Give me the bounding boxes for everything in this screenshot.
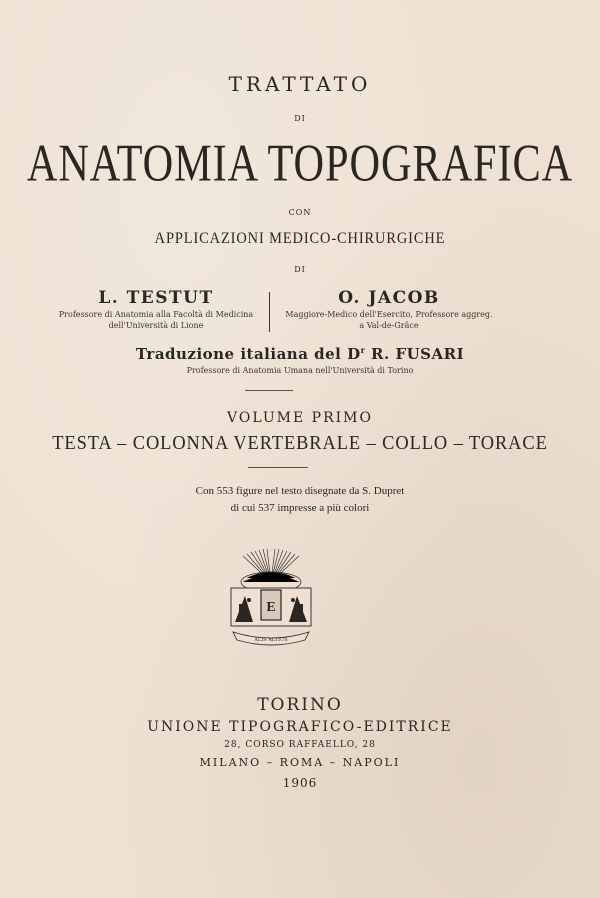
translator-prefix: Traduzione italiana del D [135,345,361,363]
authors-di: DI [294,265,306,274]
author-jacob [274,288,504,331]
publisher-city: TORINO [257,695,343,715]
rule-divider [248,467,308,468]
author-affiliation: Professore di Anatomia alla Facoltà di Medicina [58,310,254,319]
figures-line-2: di cui 537 impresse a più colori [230,502,370,514]
author-affiliation: Maggiore-Medico dell'Esercito, Professore aggreg. [285,310,493,319]
title-di: DI [294,114,306,123]
publisher-address: 28, CORSO RAFFAELLO, 28 [224,740,376,750]
title-line-trattato: TRATTATO [228,72,372,96]
emblem-motto: ALIS ALTIUS [254,637,288,643]
author-affiliation-2: dell'Università di Lione [108,320,204,330]
translator-line [0,345,600,363]
translator-name: R. FUSARI [365,345,465,363]
author-name: L. TESTUT [98,288,214,308]
publication-year: 1906 [282,776,318,790]
figures-note [0,483,600,517]
title-con: CON [288,208,312,217]
svg-text:E: E [266,600,276,615]
author-name: O. JACOB [338,288,440,308]
volume-contents: TESTA – COLONNA VERTEBRALE – COLLO – TORACE [52,432,548,454]
author-affiliation-2: a Val-de-Grâce [359,320,419,330]
publisher-name: UNIONE TIPOGRAFICO-EDITRICE [147,719,453,735]
publisher-emblem-icon [223,548,319,652]
volume-label: VOLUME PRIMO [227,410,373,426]
figures-line-1: Con 553 figure nel testo disegnate da S. Dupret [195,485,405,497]
translator-sup: r [360,345,366,355]
main-title: ANATOMIA TOPOGRAFICA [26,133,574,192]
author-divider [269,292,270,332]
rule-divider [245,390,293,391]
translator-affiliation: Professore di Anatomia Umana nell'Università di Torino [186,366,414,375]
subtitle: APPLICAZIONI MEDICO-CHIRURGICHE [154,230,446,247]
publisher-cities: MILANO – ROMA – NAPOLI [199,756,401,769]
author-testut [40,288,272,331]
